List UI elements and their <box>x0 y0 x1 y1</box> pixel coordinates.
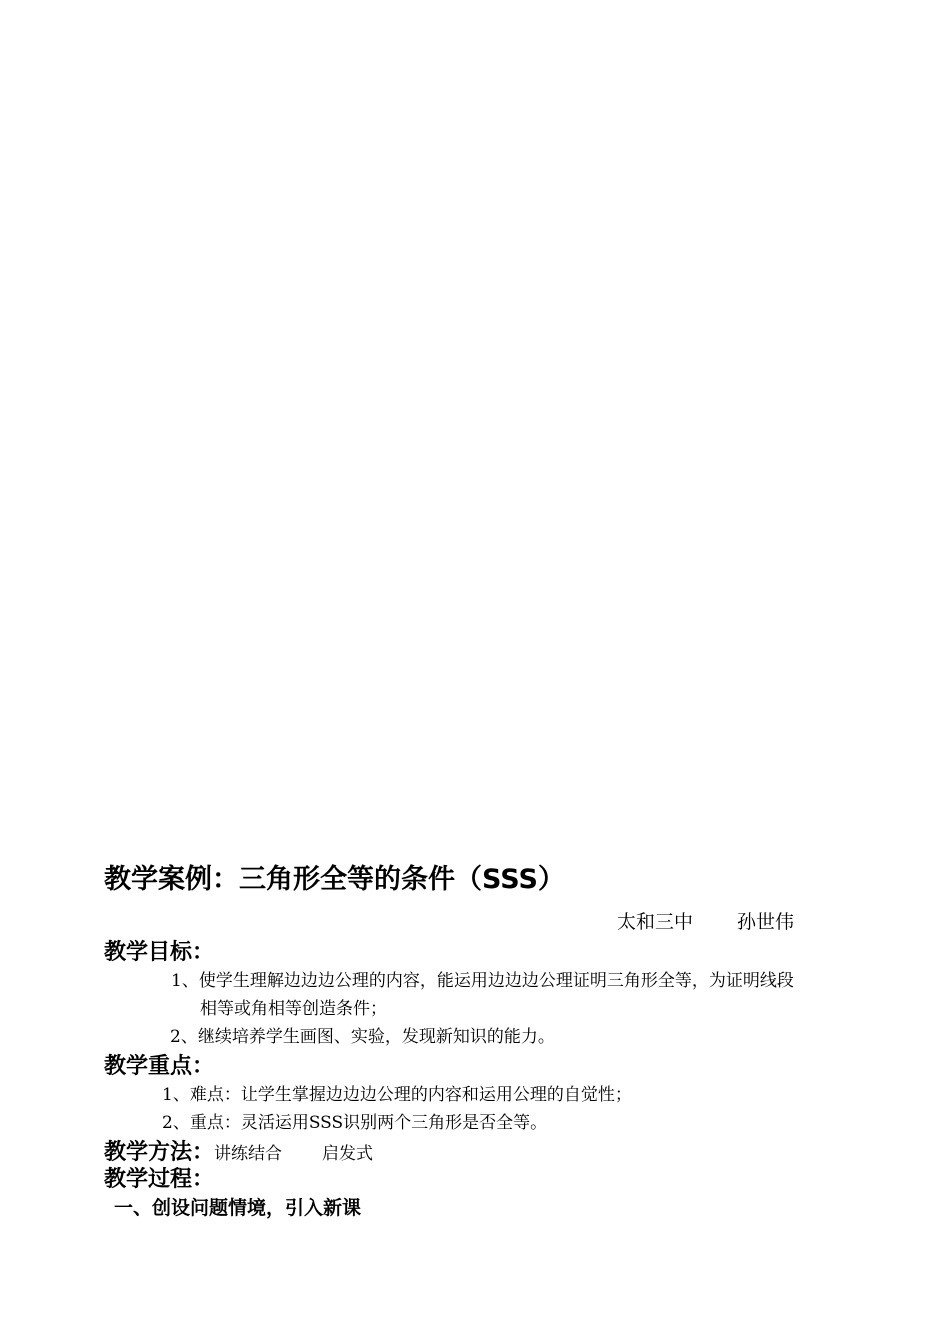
key-point-item-2: 2、重点：灵活运用SSS识别两个三角形是否全等。 <box>162 1113 548 1133</box>
author-line <box>617 907 794 937</box>
objective-item-2: 2、继续培养学生画图、实验，发现新知识的能力。 <box>170 1027 555 1047</box>
objective-item-1-line-1: 1、使学生理解边边边公理的内容，能运用边边边公理证明三角形全等，为证明线段 <box>171 971 794 991</box>
objective-item-1-line-2: 相等或角相等创造条件； <box>200 999 387 1019</box>
objectives-heading: 教学目标： <box>104 940 215 965</box>
author-school: 太和三中 <box>617 911 694 933</box>
key-point-item-1: 1、难点：让学生掌握边边边公理的内容和运用公理的自觉性； <box>162 1085 632 1105</box>
document-title: 教学案例：三角形全等的条件（SSS） <box>104 864 565 895</box>
methods-values <box>214 1144 373 1164</box>
process-heading: 教学过程： <box>104 1167 215 1192</box>
author-name: 孙世伟 <box>737 911 795 933</box>
methods-line <box>104 1139 373 1168</box>
method-value-2: 启发式 <box>322 1144 374 1164</box>
process-step-1: 一、创设问题情境，引入新课 <box>114 1197 362 1219</box>
methods-heading: 教学方法： <box>104 1140 215 1165</box>
method-value-1: 讲练结合 <box>214 1144 283 1164</box>
key-points-heading: 教学重点： <box>104 1054 215 1079</box>
